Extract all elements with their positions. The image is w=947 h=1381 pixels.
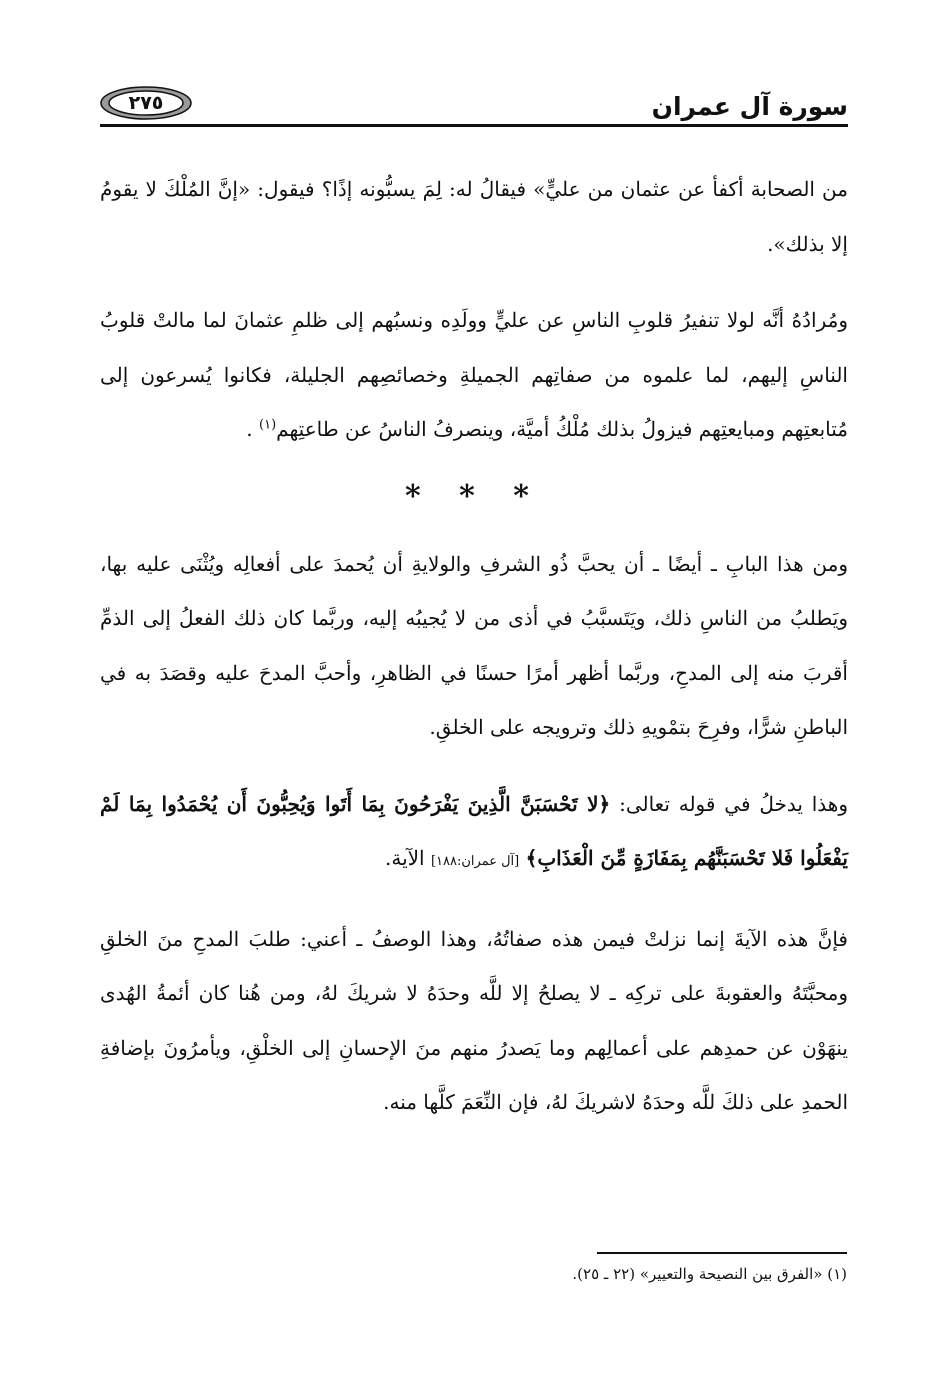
paragraph-1: من الصحابة أكفأ عن عثمان من عليٍّ» فيقالُ له: لِمَ يسبُّونه إذًا؟ فيقول: «إنَّ المُلْكَ لا يقومُ إلا بذلك». [100,177,848,256]
paragraph-5: فإنَّ هذه الآيةَ إنما نزلتْ فيمن هذه صفاتُهُ، وهذا الوصفُ ـ أعني: طلبَ المدحِ منَ الخلقِ ومحبَّتَهُ والعقوبةَ على تركِه ـ لا يصلحُ إلا للَّه وحدَهُ لا شريكَ لهُ، ومن هُنا كان أئمةُ الهُدى ينهَوْن عن حمدِهم على أعمالِهم وما يَصدرُ منهم منَ الإحسانِ إلى الخلْقِ، ويأمرُونَ بإضافةِ الحمدِ على ذلكَ للَّه وحدَهُ لاشريكَ لهُ، فإن النِّعَمَ كلَّها منه. [100,926,848,1114]
verse-ending: الآية. [385,846,425,870]
verse-intro: وهذا يدخلُ في قوله تعالى: [619,791,849,816]
section-separator: * * * [405,478,543,514]
footnote-rule [597,1252,847,1254]
verse-citation: [آل عمران:١٨٨] [430,854,520,869]
paragraph-2-text: ومُرادُهُ أنَّه لولا تنفيرُ قلوبِ الناسِ عن عليٍّ وولَدِه ونسبُهم إلى ظلمِ عثمانَ لما مالتْ قلوبُ الناسِ إليهم، لما علموه من صفاتِهم الجميلةِ وخصائصِهم الجليلة، فكانوا يُسرعون إلى مُتابعتِهم ومبايعتِهم فيزولُ بذلك مُلْكُ أميَّة، وينصرفُ الناسُ عن طاعتِهم [100,308,848,441]
paragraph-3: ومن هذا البابِ ـ أيضًا ـ أن يحبَّ ذُو الشرفِ والولايةِ أن يُحمدَ على أفعالِه ويُثْنَى عليه بها، ويَطلبُ من الناسِ ذلك، ويَتَسبَّبُ في أذى من لا يُجيبُه إليه، وربَّما كان ذلك الفعلُ إلى الذمِّ أقربَ منه إلى المدحِ، وربَّما أظهر أمرًا حسنًا في الظاهرِ، وأحبَّ المدحَ عليه وقصَدَ به في الباطنِ شرًّا، وفرِحَ بتمْويهِ ذلك وترويجه على الخلقِ. [100,551,848,739]
page-header [100,86,848,132]
page-number: ٢٧٥ [128,92,164,114]
body-text [100,162,848,1152]
footnote-reference: (١) [259,417,277,433]
page-number-badge [100,86,192,120]
paragraph-2-end: . [246,417,253,441]
paragraph-4 [100,777,848,890]
surah-title: سورة آل عمران [651,92,848,121]
paragraph-2 [100,293,848,457]
quran-verse: ﴿لا تَحْسَبَنَّ الَّذِينَ يَفْرَحُونَ بِمَا أَتَوا وَيُحِبُّونَ أَن يُحْمَدُوا بِمَا لَمْ يَفْعَلُوا فَلا تَحْسَبَنَّهُم بِمَفَازَةٍ مِّنَ الْعَذَابِ﴾ [100,791,848,870]
header-rule [100,124,848,127]
footnote: (١) «الفرق بين النصيحة والتعيير» (٢٢ ـ ٢٥). [572,1265,847,1283]
